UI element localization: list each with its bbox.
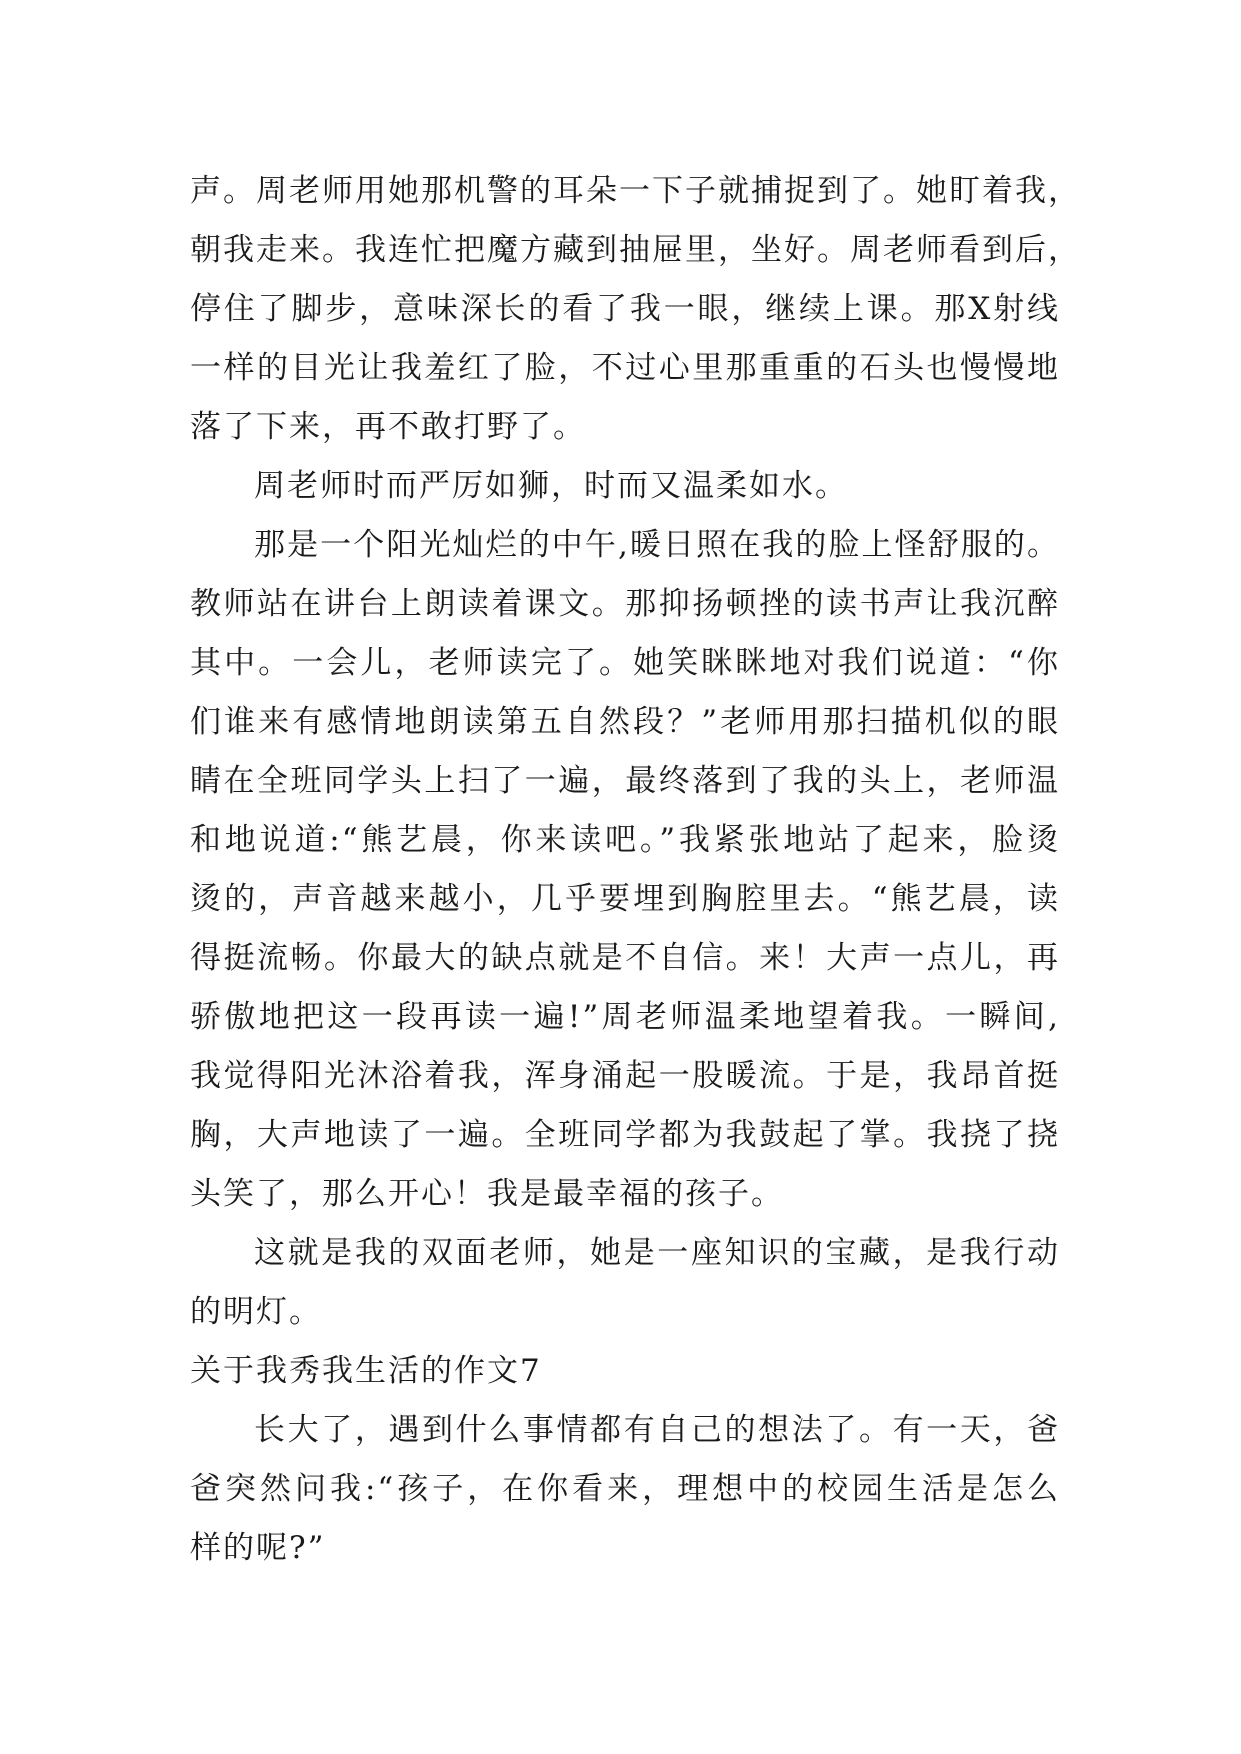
paragraph [190,457,1060,516]
text-line: 朝我走来。我连忙把魔方藏到抽屉里，坐好。周老师看到后， [190,232,1081,268]
text-line: 声。周老师用她那机警的耳朵一下子就捕捉到了。她盯着我， [190,173,1081,209]
text-line: 长大了，遇到什么事情都有自己的想法了。有一天，爸 [254,1412,1060,1448]
paragraph [190,162,1081,457]
text-line: 停住了脚步，意味深长的看了我一眼，继续上课。那X射线 [190,291,1060,327]
text-line: 一样的目光让我羞红了脸，不过心里那重重的石头也慢慢地 [190,350,1060,386]
text-line: 们谁来有感情地朗读第五自然段？”老师用那扫描机似的眼 [190,704,1060,740]
text-line: 烫的，声音越来越小，几乎要埋到胸腔里去。“熊艺晨，读 [190,881,1060,917]
text-line: 得挺流畅。你最大的缺点就是不自信。来！大声一点儿，再 [190,940,1060,976]
document-page [190,162,1081,1578]
text-line: 落了下来，再不敢打野了。 [190,409,586,445]
text-line: 样的呢?” [190,1530,326,1566]
text-line: 我觉得阳光沐浴着我，浑身涌起一股暖流。于是，我昂首挺 [190,1058,1060,1094]
text-line: 头笑了，那么开心！我是最幸福的孩子。 [190,1176,784,1212]
text-line: 睛在全班同学头上扫了一遍，最终落到了我的头上，老师温 [190,763,1060,799]
text-line: 的明灯。 [190,1294,322,1330]
text-line: 胸，大声地读了一遍。全班同学都为我鼓起了掌。我挠了挠 [190,1117,1060,1153]
text-line: 周老师时而严厉如狮，时而又温柔如水。 [254,468,848,504]
paragraph [190,1401,1060,1578]
text-line: 和地说道:“熊艺晨，你来读吧。”我紧张地站了起来，脸烫 [190,822,1060,858]
text-line: 那是一个阳光灿烂的中午,暖日照在我的脸上怪舒服的。 [254,527,1060,563]
text-line: 爸突然问我:“孩子，在你看来，理想中的校园生活是怎么 [190,1471,1060,1507]
text-line: 其中。一会儿，老师读完了。她笑眯眯地对我们说道：“你 [190,645,1060,681]
text-line: 骄傲地把这一段再读一遍!”周老师温柔地望着我。一瞬间, [190,999,1060,1035]
text-line: 教师站在讲台上朗读着课文。那抑扬顿挫的读书声让我沉醉 [190,586,1060,622]
text-line: 这就是我的双面老师，她是一座知识的宝藏，是我行动 [254,1235,1060,1271]
paragraph [190,1224,1060,1342]
paragraph [190,516,1060,1224]
section-heading: 关于我秀我生活的作文7 [190,1353,542,1389]
